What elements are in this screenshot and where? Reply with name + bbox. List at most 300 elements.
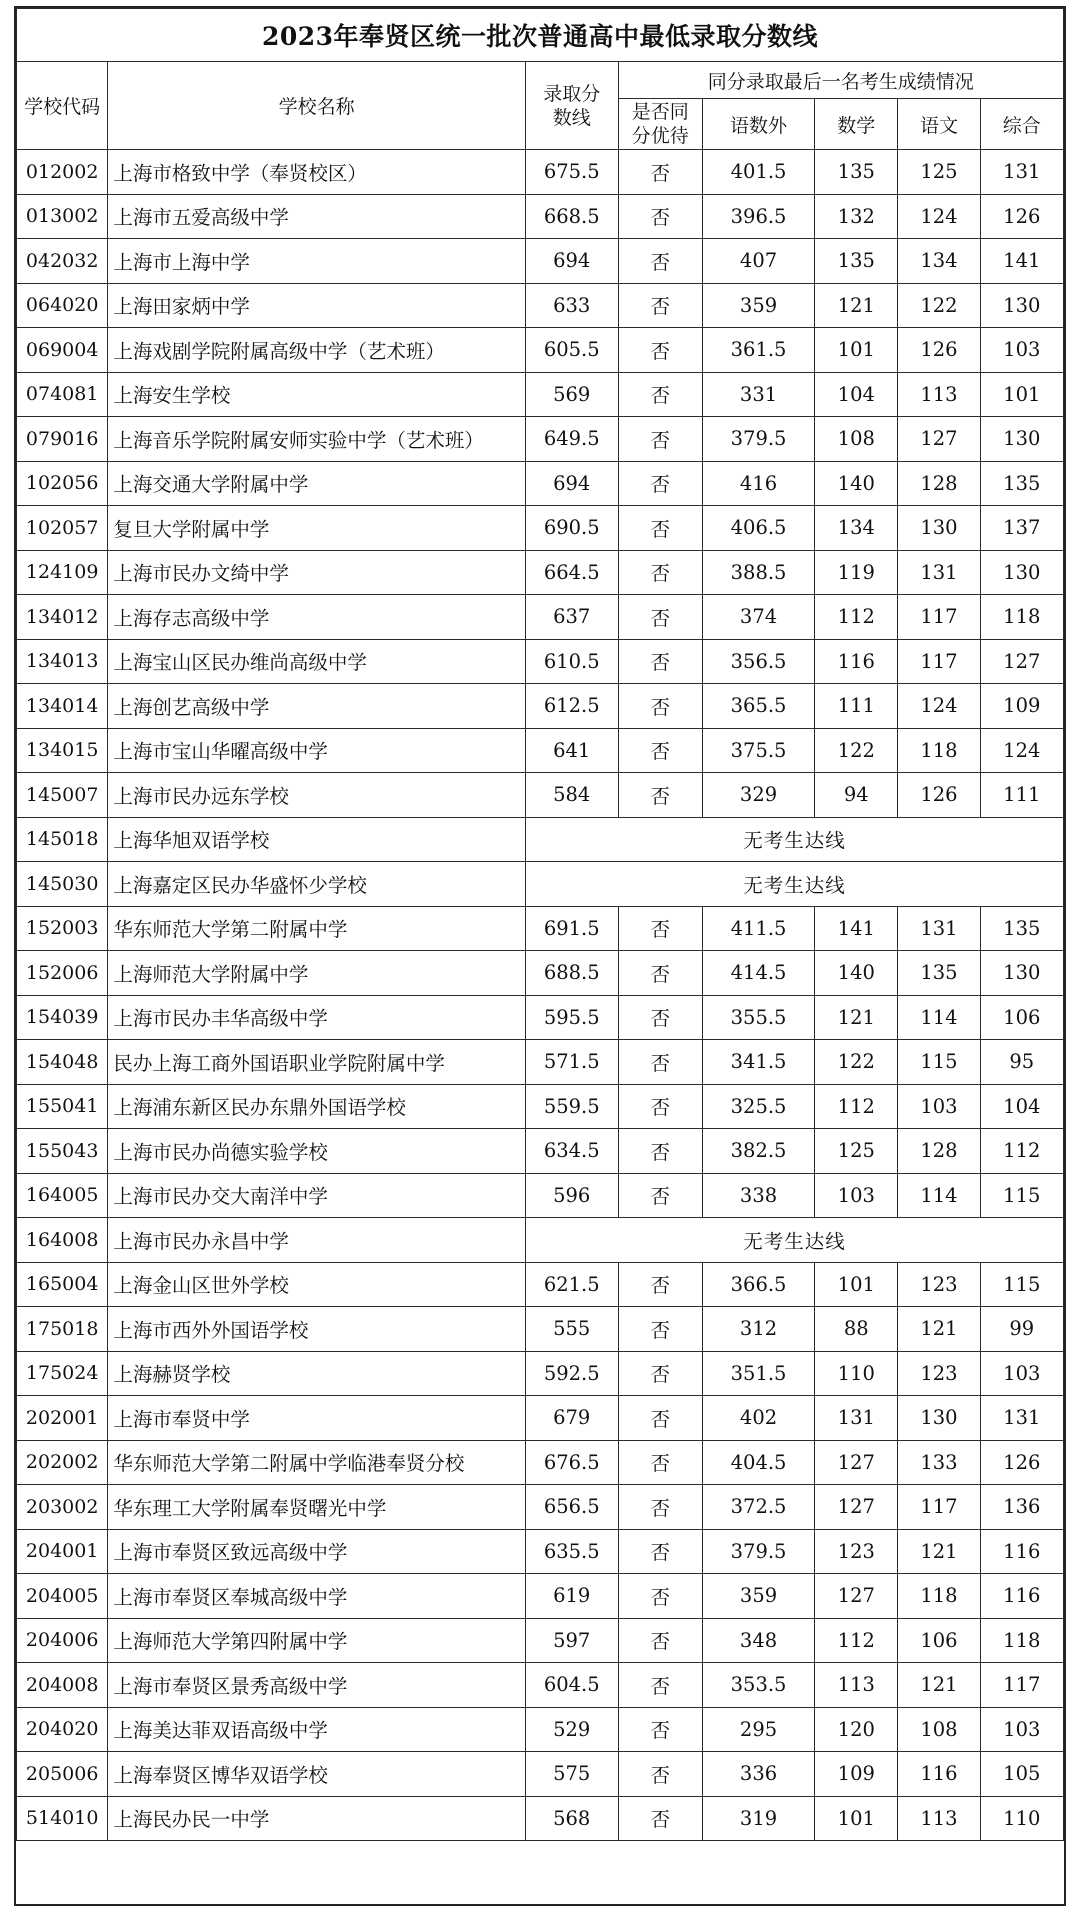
school-code-cell: 013002	[17, 194, 108, 239]
tie-priority-cell: 否	[618, 995, 702, 1040]
cutoff-score-cell: 621.5	[525, 1262, 618, 1307]
ysw-score-cell: 355.5	[702, 995, 814, 1040]
ysw-score-cell: 361.5	[702, 328, 814, 373]
school-name-cell: 上海华旭双语学校	[108, 817, 526, 862]
tie-priority-cell: 否	[618, 1084, 702, 1129]
school-name-cell: 上海市格致中学（奉贤校区）	[108, 150, 526, 195]
tie-priority-cell: 否	[618, 1485, 702, 1530]
school-code-cell: 164005	[17, 1173, 108, 1218]
math-score-cell: 112	[815, 1618, 898, 1663]
math-score-cell: 112	[815, 595, 898, 640]
chinese-score-cell: 131	[898, 550, 980, 595]
chinese-score-cell: 121	[898, 1663, 980, 1708]
tie-priority-cell: 否	[618, 1396, 702, 1441]
table-row	[17, 1262, 1064, 1307]
cutoff-score-cell: 605.5	[525, 328, 618, 373]
cutoff-score-cell: 668.5	[525, 194, 618, 239]
school-code-cell: 145030	[17, 862, 108, 907]
ysw-score-cell: 379.5	[702, 1529, 814, 1574]
math-score-cell: 94	[815, 773, 898, 818]
school-code-cell: 154048	[17, 1040, 108, 1085]
chinese-score-cell: 133	[898, 1440, 980, 1485]
school-name-cell: 上海田家炳中学	[108, 283, 526, 328]
table-row	[17, 1218, 1064, 1263]
comprehensive-score-cell: 130	[980, 283, 1063, 328]
school-code-cell: 145018	[17, 817, 108, 862]
header-tie-group: 同分录取最后一名考生成绩情况	[618, 62, 1064, 99]
school-name-cell: 上海存志高级中学	[108, 595, 526, 640]
math-score-cell: 135	[815, 239, 898, 284]
ysw-score-cell: 348	[702, 1618, 814, 1663]
school-name-cell: 上海师范大学附属中学	[108, 951, 526, 996]
comprehensive-score-cell: 137	[980, 506, 1063, 551]
table-row	[17, 372, 1064, 417]
school-code-cell: 102057	[17, 506, 108, 551]
comprehensive-score-cell: 130	[980, 951, 1063, 996]
table-row	[17, 1040, 1064, 1085]
cutoff-score-cell: 641	[525, 728, 618, 773]
table-row	[17, 1574, 1064, 1619]
no-qualified-candidate-cell: 无考生达线	[525, 862, 1063, 907]
cutoff-score-cell: 649.5	[525, 417, 618, 462]
table-row	[17, 239, 1064, 284]
math-score-cell: 111	[815, 684, 898, 729]
comprehensive-score-cell: 115	[980, 1262, 1063, 1307]
tie-priority-cell: 否	[618, 1663, 702, 1708]
comprehensive-score-cell: 136	[980, 1485, 1063, 1530]
table-row	[17, 1440, 1064, 1485]
tie-priority-cell: 否	[618, 150, 702, 195]
math-score-cell: 131	[815, 1396, 898, 1441]
chinese-score-cell: 127	[898, 417, 980, 462]
school-name-cell: 上海音乐学院附属安师实验中学（艺术班）	[108, 417, 526, 462]
math-score-cell: 101	[815, 328, 898, 373]
table-row	[17, 461, 1064, 506]
comprehensive-score-cell: 118	[980, 595, 1063, 640]
table-row	[17, 1529, 1064, 1574]
tie-priority-cell: 否	[618, 506, 702, 551]
school-name-cell: 上海安生学校	[108, 372, 526, 417]
school-code-cell: 042032	[17, 239, 108, 284]
chinese-score-cell: 106	[898, 1618, 980, 1663]
chinese-score-cell: 116	[898, 1752, 980, 1797]
chinese-score-cell: 135	[898, 951, 980, 996]
comprehensive-score-cell: 127	[980, 639, 1063, 684]
ysw-score-cell: 366.5	[702, 1262, 814, 1307]
school-name-cell: 上海市民办文绮中学	[108, 550, 526, 595]
table-row	[17, 1396, 1064, 1441]
cutoff-score-cell: 688.5	[525, 951, 618, 996]
school-code-cell: 204020	[17, 1707, 108, 1752]
table-row	[17, 194, 1064, 239]
chinese-score-cell: 114	[898, 1173, 980, 1218]
school-name-cell: 上海民办民一中学	[108, 1796, 526, 1841]
school-code-cell: 204006	[17, 1618, 108, 1663]
cutoff-score-cell: 596	[525, 1173, 618, 1218]
table-body	[17, 150, 1064, 1841]
math-score-cell: 135	[815, 150, 898, 195]
ysw-score-cell: 356.5	[702, 639, 814, 684]
math-score-cell: 122	[815, 728, 898, 773]
ysw-score-cell: 365.5	[702, 684, 814, 729]
chinese-score-cell: 113	[898, 372, 980, 417]
comprehensive-score-cell: 95	[980, 1040, 1063, 1085]
table-row	[17, 1173, 1064, 1218]
ysw-score-cell: 312	[702, 1307, 814, 1352]
table-row	[17, 1618, 1064, 1663]
school-name-cell: 上海师范大学第四附属中学	[108, 1618, 526, 1663]
cutoff-score-cell: 690.5	[525, 506, 618, 551]
comprehensive-score-cell: 116	[980, 1529, 1063, 1574]
comprehensive-score-cell: 101	[980, 372, 1063, 417]
math-score-cell: 119	[815, 550, 898, 595]
header-cutoff	[525, 62, 618, 150]
school-code-cell: 175024	[17, 1351, 108, 1396]
ysw-score-cell: 336	[702, 1752, 814, 1797]
ysw-score-cell: 382.5	[702, 1129, 814, 1174]
comprehensive-score-cell: 131	[980, 150, 1063, 195]
chinese-score-cell: 130	[898, 1396, 980, 1441]
math-score-cell: 103	[815, 1173, 898, 1218]
school-name-cell: 上海美达菲双语高级中学	[108, 1707, 526, 1752]
school-code-cell: 079016	[17, 417, 108, 462]
tie-priority-cell: 否	[618, 1040, 702, 1085]
math-score-cell: 140	[815, 461, 898, 506]
cutoff-score-cell: 664.5	[525, 550, 618, 595]
comprehensive-score-cell: 118	[980, 1618, 1063, 1663]
school-code-cell: 164008	[17, 1218, 108, 1263]
comprehensive-score-cell: 116	[980, 1574, 1063, 1619]
chinese-score-cell: 128	[898, 461, 980, 506]
school-name-cell: 上海市上海中学	[108, 239, 526, 284]
math-score-cell: 110	[815, 1351, 898, 1396]
tie-priority-cell: 否	[618, 1618, 702, 1663]
math-score-cell: 121	[815, 995, 898, 1040]
chinese-score-cell: 117	[898, 639, 980, 684]
school-code-cell: 204005	[17, 1574, 108, 1619]
cutoff-score-cell: 569	[525, 372, 618, 417]
no-qualified-candidate-cell: 无考生达线	[525, 1218, 1063, 1263]
comprehensive-score-cell: 126	[980, 1440, 1063, 1485]
school-code-cell: 205006	[17, 1752, 108, 1797]
header-priority-line1: 是否同	[631, 101, 689, 123]
header-chinese: 语文	[898, 99, 980, 150]
math-score-cell: 122	[815, 1040, 898, 1085]
tie-priority-cell: 否	[618, 372, 702, 417]
ysw-score-cell: 401.5	[702, 150, 814, 195]
chinese-score-cell: 117	[898, 595, 980, 640]
ysw-score-cell: 353.5	[702, 1663, 814, 1708]
header-priority-line2: 分优待	[631, 125, 689, 147]
school-code-cell: 064020	[17, 283, 108, 328]
table-row	[17, 150, 1064, 195]
school-code-cell: 134015	[17, 728, 108, 773]
math-score-cell: 101	[815, 1796, 898, 1841]
ysw-score-cell: 407	[702, 239, 814, 284]
tie-priority-cell: 否	[618, 728, 702, 773]
table-row	[17, 995, 1064, 1040]
header-school-code: 学校代码	[17, 62, 108, 150]
table-row	[17, 328, 1064, 373]
cutoff-score-cell: 635.5	[525, 1529, 618, 1574]
ysw-score-cell: 379.5	[702, 417, 814, 462]
table-row	[17, 951, 1064, 996]
tie-priority-cell: 否	[618, 194, 702, 239]
school-code-cell: 202001	[17, 1396, 108, 1441]
tie-priority-cell: 否	[618, 1707, 702, 1752]
school-name-cell: 复旦大学附属中学	[108, 506, 526, 551]
tie-priority-cell: 否	[618, 1752, 702, 1797]
header-comprehensive: 综合	[980, 99, 1063, 150]
school-code-cell: 074081	[17, 372, 108, 417]
tie-priority-cell: 否	[618, 906, 702, 951]
ysw-score-cell: 374	[702, 595, 814, 640]
tie-priority-cell: 否	[618, 1529, 702, 1574]
cutoff-score-cell: 610.5	[525, 639, 618, 684]
cutoff-score-cell: 575	[525, 1752, 618, 1797]
school-name-cell: 上海市民办尚德实验学校	[108, 1129, 526, 1174]
school-name-cell: 上海创艺高级中学	[108, 684, 526, 729]
tie-priority-cell: 否	[618, 461, 702, 506]
chinese-score-cell: 123	[898, 1262, 980, 1307]
tie-priority-cell: 否	[618, 951, 702, 996]
math-score-cell: 101	[815, 1262, 898, 1307]
math-score-cell: 141	[815, 906, 898, 951]
school-code-cell: 514010	[17, 1796, 108, 1841]
school-name-cell: 上海市民办交大南洋中学	[108, 1173, 526, 1218]
school-name-cell: 上海市奉贤区奉城高级中学	[108, 1574, 526, 1619]
chinese-score-cell: 124	[898, 194, 980, 239]
comprehensive-score-cell: 124	[980, 728, 1063, 773]
cutoff-score-cell: 559.5	[525, 1084, 618, 1129]
comprehensive-score-cell: 126	[980, 194, 1063, 239]
tie-priority-cell: 否	[618, 595, 702, 640]
tie-priority-cell: 否	[618, 1307, 702, 1352]
school-code-cell: 152006	[17, 951, 108, 996]
tie-priority-cell: 否	[618, 1796, 702, 1841]
comprehensive-score-cell: 103	[980, 1707, 1063, 1752]
school-name-cell: 上海市奉贤区景秀高级中学	[108, 1663, 526, 1708]
chinese-score-cell: 114	[898, 995, 980, 1040]
comprehensive-score-cell: 111	[980, 773, 1063, 818]
tie-priority-cell: 否	[618, 417, 702, 462]
chinese-score-cell: 117	[898, 1485, 980, 1530]
school-name-cell: 上海市民办丰华高级中学	[108, 995, 526, 1040]
header-cutoff-line1: 录取分	[543, 82, 601, 105]
header-math: 数学	[815, 99, 898, 150]
chinese-score-cell: 122	[898, 283, 980, 328]
comprehensive-score-cell: 115	[980, 1173, 1063, 1218]
no-qualified-candidate-cell: 无考生达线	[525, 817, 1063, 862]
math-score-cell: 125	[815, 1129, 898, 1174]
table-row	[17, 550, 1064, 595]
comprehensive-score-cell: 141	[980, 239, 1063, 284]
cutoff-score-cell: 584	[525, 773, 618, 818]
tie-priority-cell: 否	[618, 1262, 702, 1307]
cutoff-score-cell: 592.5	[525, 1351, 618, 1396]
ysw-score-cell: 359	[702, 1574, 814, 1619]
chinese-score-cell: 118	[898, 728, 980, 773]
ysw-score-cell: 402	[702, 1396, 814, 1441]
school-code-cell: 175018	[17, 1307, 108, 1352]
math-score-cell: 127	[815, 1440, 898, 1485]
comprehensive-score-cell: 103	[980, 328, 1063, 373]
table-title: 2023年奉贤区统一批次普通高中最低录取分数线	[17, 9, 1064, 62]
math-score-cell: 112	[815, 1084, 898, 1129]
header-school-name: 学校名称	[108, 62, 526, 150]
tie-priority-cell: 否	[618, 1440, 702, 1485]
tie-priority-cell: 否	[618, 1351, 702, 1396]
math-score-cell: 109	[815, 1752, 898, 1797]
comprehensive-score-cell: 106	[980, 995, 1063, 1040]
cutoff-score-cell: 694	[525, 461, 618, 506]
comprehensive-score-cell: 110	[980, 1796, 1063, 1841]
comprehensive-score-cell: 135	[980, 461, 1063, 506]
school-name-cell: 上海市奉贤中学	[108, 1396, 526, 1441]
tie-priority-cell: 否	[618, 1173, 702, 1218]
school-name-cell: 上海市奉贤区致远高级中学	[108, 1529, 526, 1574]
school-name-cell: 上海戏剧学院附属高级中学（艺术班）	[108, 328, 526, 373]
chinese-score-cell: 134	[898, 239, 980, 284]
cutoff-score-cell: 676.5	[525, 1440, 618, 1485]
chinese-score-cell: 124	[898, 684, 980, 729]
ysw-score-cell: 331	[702, 372, 814, 417]
math-score-cell: 120	[815, 1707, 898, 1752]
school-name-cell: 上海宝山区民办维尚高级中学	[108, 639, 526, 684]
chinese-score-cell: 113	[898, 1796, 980, 1841]
school-name-cell: 上海赫贤学校	[108, 1351, 526, 1396]
ysw-score-cell: 375.5	[702, 728, 814, 773]
school-name-cell: 华东理工大学附属奉贤曙光中学	[108, 1485, 526, 1530]
school-name-cell: 上海市民办永昌中学	[108, 1218, 526, 1263]
school-name-cell: 上海浦东新区民办东鼎外国语学校	[108, 1084, 526, 1129]
table-row	[17, 639, 1064, 684]
tie-priority-cell: 否	[618, 550, 702, 595]
school-name-cell: 上海市五爱高级中学	[108, 194, 526, 239]
school-name-cell: 华东师范大学第二附属中学	[108, 906, 526, 951]
cutoff-score-cell: 633	[525, 283, 618, 328]
cutoff-score-cell: 637	[525, 595, 618, 640]
cutoff-score-cell: 604.5	[525, 1663, 618, 1708]
cutoff-score-cell: 595.5	[525, 995, 618, 1040]
math-score-cell: 121	[815, 283, 898, 328]
comprehensive-score-cell: 131	[980, 1396, 1063, 1441]
school-code-cell: 012002	[17, 150, 108, 195]
school-code-cell: 134014	[17, 684, 108, 729]
table-row	[17, 1485, 1064, 1530]
chinese-score-cell: 123	[898, 1351, 980, 1396]
school-name-cell: 上海奉贤区博华双语学校	[108, 1752, 526, 1797]
school-name-cell: 上海金山区世外学校	[108, 1262, 526, 1307]
school-code-cell: 165004	[17, 1262, 108, 1307]
ysw-score-cell: 406.5	[702, 506, 814, 551]
math-score-cell: 113	[815, 1663, 898, 1708]
ysw-score-cell: 351.5	[702, 1351, 814, 1396]
cutoff-score-cell: 612.5	[525, 684, 618, 729]
comprehensive-score-cell: 130	[980, 417, 1063, 462]
header-cutoff-line2: 数线	[552, 106, 591, 129]
ysw-score-cell: 404.5	[702, 1440, 814, 1485]
school-code-cell: 154039	[17, 995, 108, 1040]
school-code-cell: 134012	[17, 595, 108, 640]
school-name-cell: 民办上海工商外国语职业学院附属中学	[108, 1040, 526, 1085]
comprehensive-score-cell: 130	[980, 550, 1063, 595]
school-name-cell: 上海市西外外国语学校	[108, 1307, 526, 1352]
admission-score-table	[16, 8, 1064, 1841]
tie-priority-cell: 否	[618, 328, 702, 373]
table-row	[17, 1663, 1064, 1708]
comprehensive-score-cell: 103	[980, 1351, 1063, 1396]
math-score-cell: 127	[815, 1485, 898, 1530]
tie-priority-cell: 否	[618, 639, 702, 684]
math-score-cell: 132	[815, 194, 898, 239]
school-code-cell: 102056	[17, 461, 108, 506]
math-score-cell: 104	[815, 372, 898, 417]
chinese-score-cell: 126	[898, 773, 980, 818]
tie-priority-cell: 否	[618, 1574, 702, 1619]
math-score-cell: 116	[815, 639, 898, 684]
comprehensive-score-cell: 135	[980, 906, 1063, 951]
table-row	[17, 506, 1064, 551]
school-code-cell: 145007	[17, 773, 108, 818]
ysw-score-cell: 338	[702, 1173, 814, 1218]
comprehensive-score-cell: 105	[980, 1752, 1063, 1797]
table-row	[17, 906, 1064, 951]
table-row	[17, 1084, 1064, 1129]
cutoff-score-cell: 568	[525, 1796, 618, 1841]
chinese-score-cell: 131	[898, 906, 980, 951]
chinese-score-cell: 126	[898, 328, 980, 373]
tie-priority-cell: 否	[618, 773, 702, 818]
ysw-score-cell: 372.5	[702, 1485, 814, 1530]
school-name-cell: 上海市民办远东学校	[108, 773, 526, 818]
school-code-cell: 204001	[17, 1529, 108, 1574]
math-score-cell: 134	[815, 506, 898, 551]
school-code-cell: 155043	[17, 1129, 108, 1174]
comprehensive-score-cell: 99	[980, 1307, 1063, 1352]
school-code-cell: 124109	[17, 550, 108, 595]
school-code-cell: 069004	[17, 328, 108, 373]
tie-priority-cell: 否	[618, 239, 702, 284]
ysw-score-cell: 295	[702, 1707, 814, 1752]
math-score-cell: 123	[815, 1529, 898, 1574]
tie-priority-cell: 否	[618, 283, 702, 328]
cutoff-score-cell: 634.5	[525, 1129, 618, 1174]
cutoff-score-cell: 694	[525, 239, 618, 284]
table-row	[17, 684, 1064, 729]
table-row	[17, 1351, 1064, 1396]
ysw-score-cell: 411.5	[702, 906, 814, 951]
cutoff-score-cell: 675.5	[525, 150, 618, 195]
table-row	[17, 817, 1064, 862]
comprehensive-score-cell: 109	[980, 684, 1063, 729]
math-score-cell: 140	[815, 951, 898, 996]
comprehensive-score-cell: 117	[980, 1663, 1063, 1708]
school-name-cell: 华东师范大学第二附属中学临港奉贤分校	[108, 1440, 526, 1485]
chinese-score-cell: 130	[898, 506, 980, 551]
table-row	[17, 417, 1064, 462]
school-name-cell: 上海市宝山华曜高级中学	[108, 728, 526, 773]
ysw-score-cell: 329	[702, 773, 814, 818]
school-code-cell: 152003	[17, 906, 108, 951]
ysw-score-cell: 388.5	[702, 550, 814, 595]
cutoff-score-cell: 691.5	[525, 906, 618, 951]
cutoff-score-cell: 571.5	[525, 1040, 618, 1085]
ysw-score-cell: 319	[702, 1796, 814, 1841]
tie-priority-cell: 否	[618, 1129, 702, 1174]
ysw-score-cell: 396.5	[702, 194, 814, 239]
math-score-cell: 108	[815, 417, 898, 462]
